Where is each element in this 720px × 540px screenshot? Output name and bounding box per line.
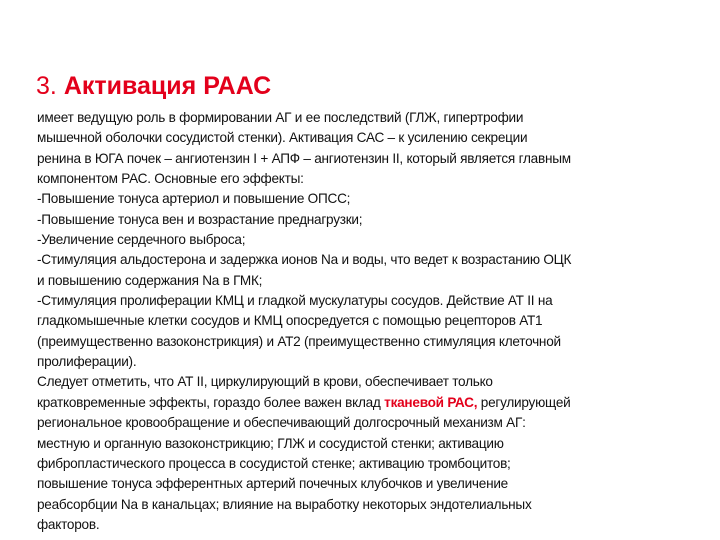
text-line: -Стимуляция альдостерона и задержка ионов Na и воды, что ведет к возрастанию ОЦК (37, 252, 572, 268)
text-line: гладкомышечные клетки сосудов и КМЦ опосредуется с помощью рецепторов АТ1 (37, 313, 543, 329)
title-number: 3. (36, 72, 57, 100)
text-line: фибропластического процесса в сосудистой стенке; активацию тромбоцитов; (37, 455, 511, 471)
text-line: -Стимуляция пролиферации КМЦ и гладкой мускулатуры сосудов. Действие АТ II на (37, 293, 553, 309)
text-segment: регулирующей (477, 394, 571, 410)
text-line: имеет ведущую роль в формировании АГ и ее последствий (ГЛЖ, гипертрофии (37, 110, 524, 125)
text-line: Следует отметить, что АТ II, циркулирующий в крови, обеспечивает только (37, 374, 493, 390)
text-line: повышение тонуса эфферентных артерий почечных клубочков и увеличение (37, 476, 508, 492)
text-line: пролиферации). (37, 354, 137, 370)
text-line: региональное кровообращение и обеспечивающий долгосрочный механизм АГ: (37, 415, 526, 431)
title-text: Активация РААС (63, 72, 272, 100)
text-line: компонентом РАС. Основные его эффекты: (37, 171, 304, 187)
text-line: -Повышение тонуса вен и возрастание преднагрузки; (37, 211, 363, 227)
text-line: местную и органную вазоконстрикцию; ГЛЖ и сосудистой стенки; активацию (37, 435, 504, 451)
text-line: реабсорбции Na в канальцах; влияние на выработку некоторых эндотелиальных (37, 496, 532, 512)
text-line: (преимущественно вазоконстрикция) и АТ2 (преимущественно стимуляция клеточной (37, 333, 561, 349)
text-segment: кратковременные эффекты, гораздо более важен вклад (37, 394, 385, 410)
slide-title (36, 72, 271, 101)
text-line: -Увеличение сердечного выброса; (37, 232, 246, 248)
highlight-tissue-ras: тканевой РАС, (384, 394, 478, 410)
text-line: факторов. (37, 516, 100, 532)
text-line: -Повышение тонуса артериол и повышение ОПСС; (37, 191, 351, 207)
slide-body (37, 108, 697, 535)
text-line: ренина в ЮГА почек – ангиотензин I + АПФ – ангиотензин II, который является главным (37, 150, 571, 166)
text-line: мышечной оболочки сосудистой стенки). Активация САС – к усилению секреции (37, 130, 528, 146)
text-line (37, 393, 697, 413)
text-line: и повышению содержания Na в ГМК; (37, 272, 263, 288)
